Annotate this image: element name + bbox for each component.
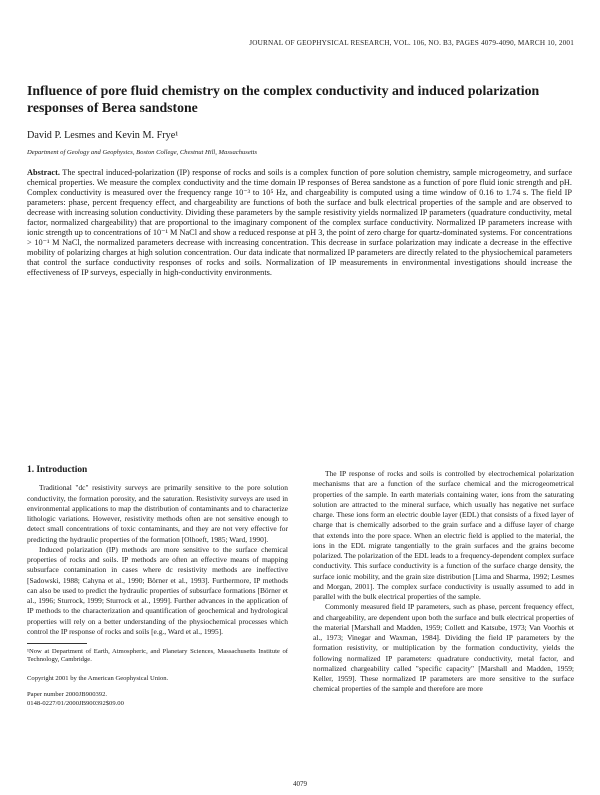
article-title: Influence of pore fluid chemistry on the complex conductivity and induced polarization responses of Berea sandstone <box>27 83 540 115</box>
intro-paragraph: Traditional "dc" resistivity surveys are primarily sensitive to the pore solution conductivity, the formation porosity, and the saturation. Resistivity surveys are used in environmental applications to map the distribution of contaminants and to characterize lithologic variations. However, resistivity methods often are not sensitive enough to detect small concentrations of toxic contaminants, and they are not very effective for predicting the hydraulic properties of the formation [Olhoeft, 1985; Ward, 1990]. <box>27 483 288 544</box>
abstract-label: Abstract. <box>27 168 60 177</box>
copyright-notice: Copyright 2001 by the American Geophysical Union. <box>27 674 169 682</box>
right-column <box>313 469 574 695</box>
left-column <box>27 465 288 708</box>
intro-paragraph: Commonly measured field IP parameters, such as phase, percent frequency effect, and chargeability, are dependent upon both the surface and bulk electrical properties of the material [Marshall and Madden, 1959; Collett and Katsube, 1973; Van Voorhis et al., 1973; Vinegar and Waxman, 1984]. Dividing the field IP parameters by the formation resistivity, or multiplication by the formation conductivity, yields the following normalized IP parameters: quadrature conductivity, metal factor, and normalized chargeability called "specific capacity" [Marshall and Madden, 1959; Keller, 1959]. These normalized IP parameters are more sensitive to the surface chemical properties of the sample and therefore are more <box>313 602 574 694</box>
issn-code: 0148-0227/01/2000JB900392$09.00 <box>27 699 124 707</box>
intro-paragraph: The IP response of rocks and soils is controlled by electrochemical polarization mechanisms that are a function of the surface chemical and the microgeometrical properties of the sample. In earth materials containing water, ions from the saturating solution are attracted to the mineral surface, which usually has negative net surface charge. These ions form an electric double layer (EDL) that consists of a fixed layer of charge that is chemically adsorbed to the grain surface and a diffuse layer of charge that extends into the pore space. When an electric field is applied to the material, the ions in the EDL migrate tangentially to the grain surfaces and the grains become polarized. The polarization of the EDL leads to a frequency-dependent complex surface conductivity. This surface conductivity is a function of the surface charge density, the surface ionic mobility, and the grain size distribution [Lima and Sharma, 1992; Lesmes and Morgan, 2001]. The complex surface conductivity is usually assumed to add in parallel with the bulk electrical properties of the sample. <box>313 469 574 601</box>
running-head: JOURNAL OF GEOPHYSICAL RESEARCH, VOL. 106, NO. B3, PAGES 4079-4090, MARCH 10, 2001 <box>249 39 574 47</box>
footnote-rule <box>27 643 87 644</box>
section-heading-introduction: 1. Introduction <box>27 465 88 475</box>
intro-paragraph: Induced polarization (IP) methods are more sensitive to the surface chemical properties of rocks and soils. IP methods are often an effective means of mapping subsurface contamination in cases where dc resistivity methods are ineffective [Sadowski, 1988; Cahyna et al., 1990; Börner et al., 1993]. Furthermore, IP methods can also be used to predict the hydraulic properties of subsurface formations [Börner et al., 1996; Sturrock, 1999; Sturrock et al., 1999]. Further advances in the application of IP methods to the characterization and quantification of geochemical and hydrological properties will rely on a better understanding of the physiochemical processes which control the IP response of rocks and soils [e.g., Ward et al., 1995]. <box>27 544 288 636</box>
paper-number: Paper number 2000JB900392. <box>27 691 108 699</box>
author-affiliation: Department of Geology and Geophysics, Boston College, Chestnut Hill, Massachusetts <box>27 149 258 156</box>
abstract-text: The spectral induced-polarization (IP) response of rocks and soils is a complex function of pore solution chemistry, sample microgeometry, and surface chemical properties. We measure the complex conductivity and the time domain IP responses of Berea sandstone as a function of pore fluid ionic strength and pH. Complex conductivity is measured over the frequency range 10⁻³ to 10⁵ Hz, and chargeability is computed using a time window of 0.16 to 1.74 s. The field IP parameters: phase, percent frequency effect, and chargeability are functions of both the surface and bulk electrical properties of the sample and are observed to decrease with increasing solution conductivity. Dividing these parameters by the sample resistivity yields normalized IP parameters (quadrature conductivity, metal factor, normalized chargeability) that are proportional to the imaginary component of the complex surface conductivity. Normalized IP parameters increase with ionic strength up to concentrations of 10⁻¹ M NaCl and show a reduced response at pH 3, the point of zero charge for quartz-dominated systems. For concentrations > 10⁻¹ M NaCl, the normalized parameters decrease with increasing concentration. This decrease in surface polarization may indicate a decrease in the effective mobility of polarizing charges at high solution concentration. Our data indicate that normalized IP parameters are directly related to the physiochemical parameters that control the surface conductivity responses of rocks and soils. Normalization of IP measurements in environmental investigations should increase the effectiveness of IP surveys, especially in high-conductivity environments. <box>27 168 572 278</box>
page-number: 4079 <box>293 780 307 788</box>
abstract <box>27 168 572 279</box>
footnote: ¹Now at Department of Earth, Atmospheric, and Planetary Sciences, Massachusetts Institute of Technology, Cambridge. <box>27 648 288 664</box>
article-authors: David P. Lesmes and Kevin M. Frye¹ <box>27 130 179 141</box>
